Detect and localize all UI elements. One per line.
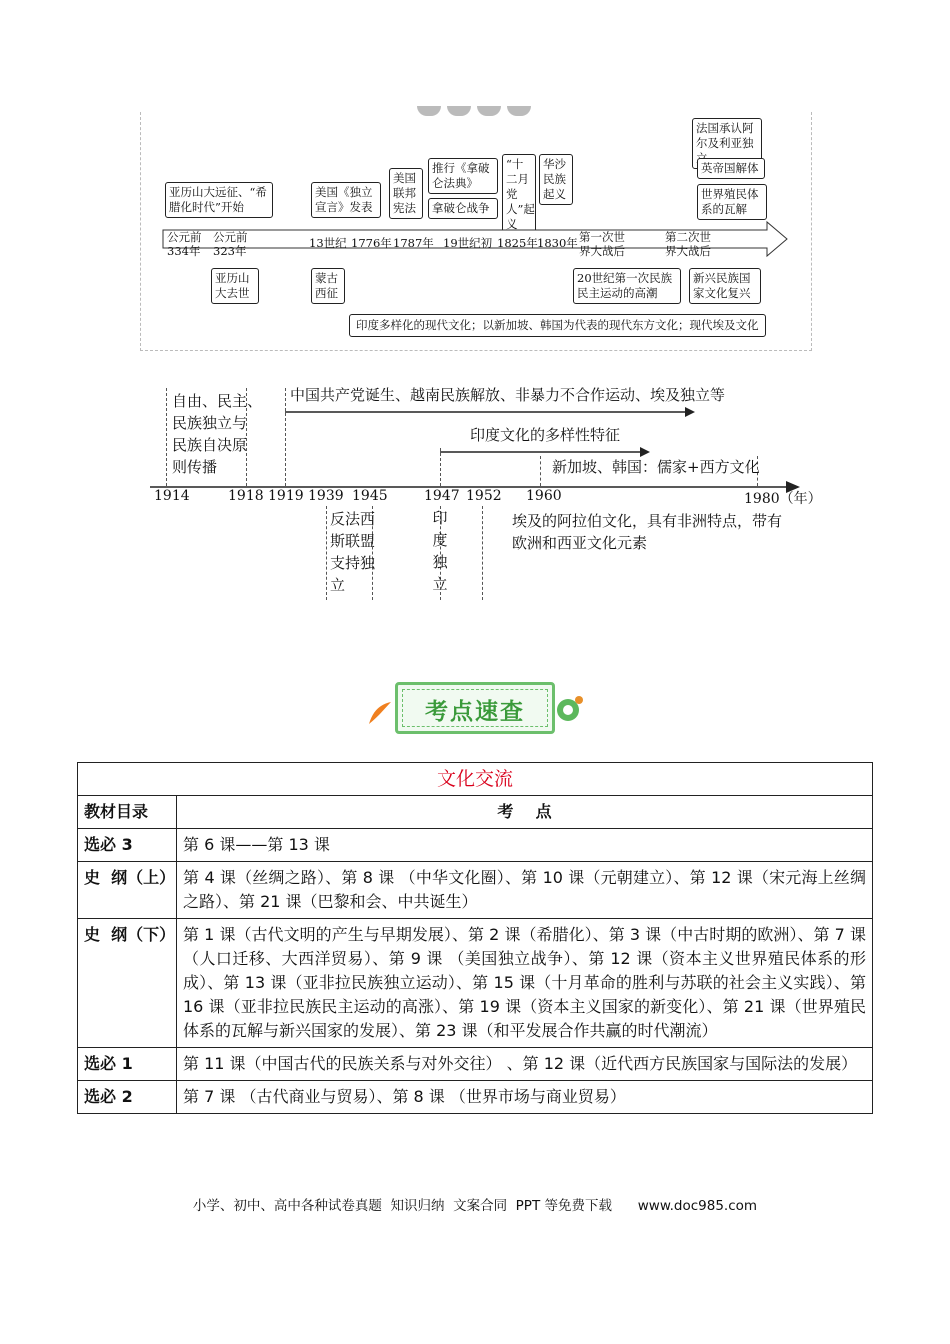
- section-banner: [365, 676, 585, 736]
- event-box: 美国《独立宣言》发表: [311, 182, 381, 218]
- year-label: 1914: [154, 488, 190, 504]
- arrow-label: 印度文化的多样性特征: [470, 426, 621, 444]
- axis-label: 1776年: [351, 236, 392, 250]
- row-name: 选必 1: [78, 1048, 177, 1081]
- event-box: “十二月党人”起义: [502, 154, 536, 235]
- row-content: 第 1 课（古代文明的产生与早期发展）、第 2 课（希腊化）、第 3 课（中古时期的欧洲）、第 7 课（人口迁移、大西洋贸易）、第 9 课 （美国独立战争）、第 12 课（资本主义世界殖民体系的形成）、第 13 课（亚非拉民族独立运动）、第 15 课（十月革命的胜利与苏联的社会主义实践）、第 16 课（亚非拉民族民主运动的高涨）、第 19 课（资本主义国家的新变化）、第 21 课（世界殖民体系的瓦解与新兴国家的发展）、第 23 课（和平发展合作共赢的时代潮流）: [177, 919, 873, 1048]
- table-row: [78, 862, 873, 919]
- dashed-marker: [285, 388, 286, 486]
- year-label: 1980（年）: [744, 491, 822, 507]
- row-content: 第 4 课（丝绸之路）、第 8 课 （中华文化圈）、第 10 课（元朝建立）、第 12 课（宋元海上丝绸之路）、第 21 课（巴黎和会、中共诞生）: [177, 862, 873, 919]
- row-name: 选必 3: [78, 829, 177, 862]
- below-note: 立: [432, 575, 448, 593]
- table-row: [78, 1081, 873, 1114]
- year-label: 1952: [466, 488, 502, 504]
- arrow-label: 中国共产党诞生、越南民族解放、非暴力不合作运动、埃及独立等: [290, 386, 726, 404]
- event-box: 拿破仑战争: [428, 198, 498, 219]
- table-header-row: [78, 796, 873, 829]
- exam-points-table: [77, 762, 873, 1114]
- axis-label: 公元前334年: [167, 230, 202, 258]
- axis-label: 公元前323年: [213, 230, 248, 258]
- below-note: 埃及的阿拉伯文化，具有非洲特点，带有: [512, 512, 783, 530]
- year-label: 1919: [268, 488, 304, 504]
- left-note: 则传播: [172, 458, 218, 476]
- summary-box: 印度多样化的现代文化；以新加坡、韩国为代表的现代东方文化；现代埃及文化: [349, 314, 766, 337]
- row-content: 第 7 课 （古代商业与贸易）、第 8 课 （世界市场与商业贸易）: [177, 1081, 873, 1114]
- event-box: 蒙古西征: [311, 268, 345, 304]
- event-box: 英帝国解体: [697, 158, 765, 179]
- ball-icon: [555, 694, 585, 724]
- left-note: 自由、民主、: [172, 392, 263, 410]
- banner-title: 考点速查: [425, 699, 525, 725]
- row-name: 史 纲（下）: [78, 919, 177, 1048]
- table-row: [78, 829, 873, 862]
- year-label: 1918: [228, 488, 264, 504]
- below-note: 立: [330, 576, 346, 594]
- header-col2: 考 点: [177, 796, 873, 829]
- timeline-image-2: [140, 380, 822, 600]
- axis-label: 1830年: [537, 236, 578, 250]
- year-label: 1947: [424, 488, 460, 504]
- row-name: 史 纲（上）: [78, 862, 177, 919]
- left-note: 民族自决原: [172, 436, 248, 454]
- event-box: 世界殖民体系的瓦解: [697, 184, 767, 220]
- below-note: 欧洲和西亚文化元素: [512, 534, 648, 552]
- below-note: 斯联盟: [330, 532, 376, 550]
- dashed-marker: [482, 506, 483, 600]
- below-note: 支持独: [330, 554, 376, 572]
- period-arrow: [285, 406, 695, 418]
- below-note: 反法西: [330, 510, 376, 528]
- event-box: 华沙民族起义: [539, 154, 573, 205]
- dashed-marker: [166, 388, 167, 486]
- event-box: 亚历山大远征、“希腊化时代”开始: [165, 182, 273, 218]
- year-label: 1960: [526, 488, 562, 504]
- table-title-row: [78, 763, 873, 796]
- table-title: 文化交流: [78, 763, 873, 796]
- dashed-marker: [326, 506, 327, 600]
- left-note: 民族独立与: [172, 414, 248, 432]
- event-box: 美国联邦宪法: [389, 168, 423, 219]
- table-row: [78, 1048, 873, 1081]
- axis-label: 19世纪初: [443, 236, 493, 250]
- arrow-label: 新加坡、韩国：儒家+西方文化: [552, 458, 760, 476]
- year-label: 1939: [308, 488, 344, 504]
- row-content: 第 11 课（中国古代的民族关系与对外交往） 、第 12 课（近代西方民族国家与国际法的发展）: [177, 1048, 873, 1081]
- event-box: 推行《拿破仑法典》: [428, 158, 498, 194]
- leaf-icon: [367, 698, 393, 726]
- axis-label: 1825年: [497, 236, 538, 250]
- below-note: 独: [432, 553, 448, 571]
- event-box: 亚历山大去世: [211, 268, 259, 304]
- axis-label: 13世纪: [309, 236, 347, 250]
- timeline-image-1: [140, 112, 812, 351]
- banner-frame: [395, 682, 555, 734]
- page-footer: 小学、初中、高中各种试卷真题 知识归纳 文案合同 PPT 等免费下载 www.doc985.com: [192, 1198, 758, 1214]
- axis-label: 1787年: [393, 236, 434, 250]
- table-row: [78, 919, 873, 1048]
- year-label: 1945: [352, 488, 388, 504]
- event-box: 法国承认阿尔及利亚独: [692, 118, 762, 169]
- decorative-dots: [417, 106, 537, 116]
- below-note: 印: [432, 509, 448, 527]
- axis-label: 第一次世界大战后: [579, 230, 625, 258]
- axis-label: 第二次世界大战后: [665, 230, 711, 258]
- row-name: 选必 2: [78, 1081, 177, 1114]
- row-content: 第 6 课——第 13 课: [177, 829, 873, 862]
- below-note: 度: [432, 531, 448, 549]
- header-col1: 教材目录: [78, 796, 177, 829]
- event-box: 新兴民族国家文化复兴: [689, 268, 761, 304]
- event-box: 20世纪第一次民族民主运动的高潮: [573, 268, 681, 304]
